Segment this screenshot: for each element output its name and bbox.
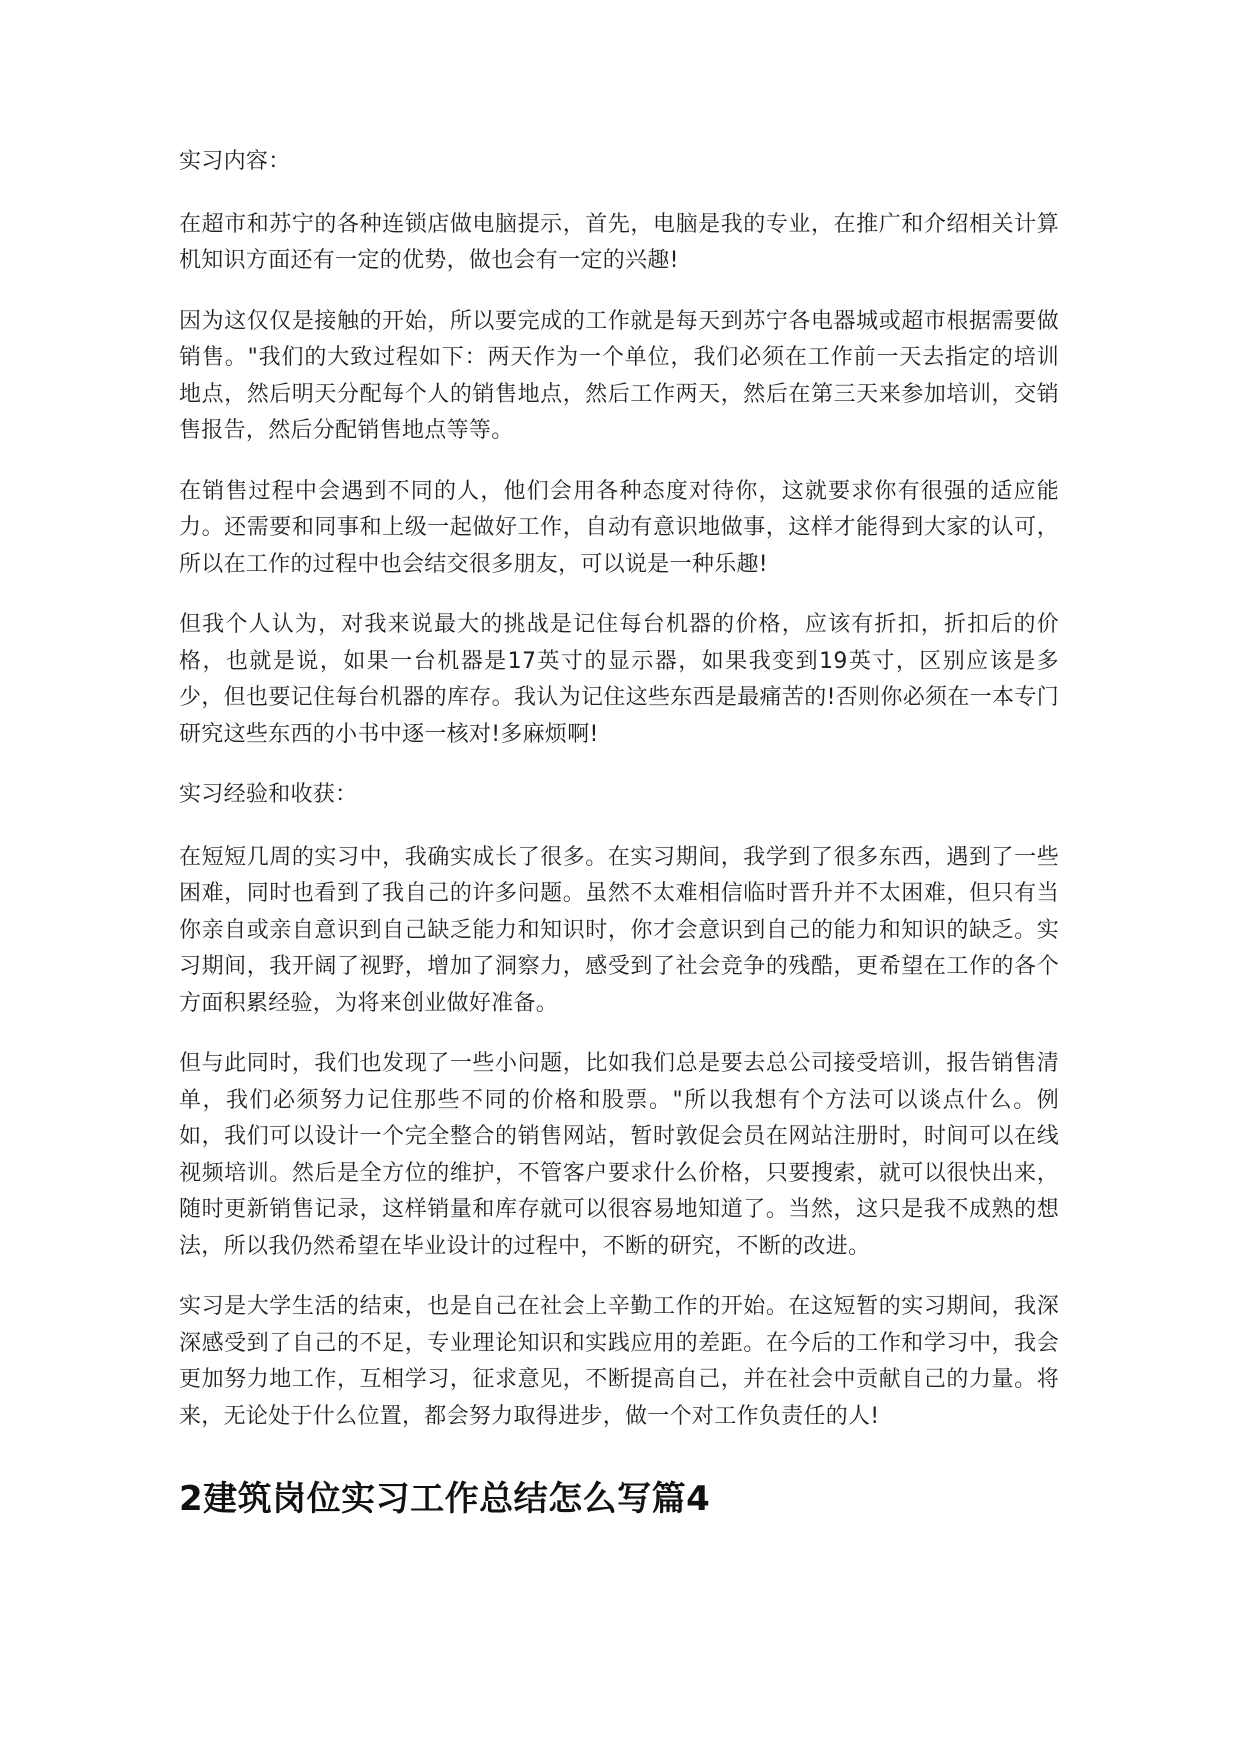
paragraph-2: 因为这仅仅是接触的开始，所以要完成的工作就是每天到苏宁各电器城或超市根据需要做销售。"我们的大致过程如下：两天作为一个单位，我们必须在工作前一天去指定的培训地点，然后明天分配每个人的销售地点，然后工作两天，然后在第三天来参加培训，交销售报告，然后分配销售地点等等。 [179, 308, 1059, 443]
paragraph-6: 但与此同时，我们也发现了一些小问题，比如我们总是要去总公司接受培训，报告销售清单，我们必须努力记住那些不同的价格和股票。"所以我想有个方法可以谈点什么。例如，我们可以设计一个完全整合的销售网站，暂时敦促会员在网站注册时，时间可以在线视频培训。然后是全方位的维护，不管客户要求什么价格，只要搜索，就可以很快出来，随时更新销售记录，这样销量和库存就可以很容易地知道了。当然，这只是我不成熟的想法，所以我仍然希望在毕业设计的过程中，不断的研究，不断的改进。 [179, 1051, 1059, 1259]
paragraph-3: 在销售过程中会遇到不同的人，他们会用各种态度对待你，这就要求你有很强的适应能力。还需要和同事和上级一起做好工作，自动有意识地做事，这样才能得到大家的认可，所以在工作的过程中也会结交很多朋友，可以说是一种乐趣! [179, 478, 1059, 577]
paragraph-7: 实习是大学生活的结束，也是自己在社会上辛勤工作的开始。在这短暂的实习期间，我深深感受到了自己的不足，专业理论知识和实践应用的差距。在今后的工作和学习中，我会更加努力地工作，互相学习，征求意见，不断提高自己，并在社会中贡献自己的力量。将来，无论处于什么位置，都会努力取得进步，做一个对工作负责任的人! [179, 1294, 1059, 1429]
paragraph-4: 但我个人认为，对我来说最大的挑战是记住每台机器的价格，应该有折扣，折扣后的价格，也就是说，如果一台机器是17英寸的显示器，如果我变到19英寸，区别应该是多少，但也要记住每台机器的库存。我认为记住这些东西是最痛苦的!否则你必须在一本专门研究这些东西的小书中逐一核对!多麻烦啊! [179, 612, 1059, 747]
paragraph-1: 在超市和苏宁的各种连锁店做电脑提示，首先，电脑是我的专业，在推广和介绍相关计算机知识方面还有一定的优势，做也会有一定的兴趣! [179, 211, 1059, 273]
section-label-experience: 实习经验和收获： [179, 782, 358, 807]
document-body [179, 144, 1059, 1523]
paragraph-5: 在短短几周的实习中，我确实成长了很多。在实习期间，我学到了很多东西，遇到了一些困难，同时也看到了我自己的许多问题。虽然不太难相信临时晋升并不太困难，但只有当你亲自或亲自意识到自己缺乏能力和知识时，你才会意识到自己的能力和知识的缺乏。实习期间，我开阔了视野，增加了洞察力，感受到了社会竞争的残酷，更希望在工作的各个方面积累经验，为将来创业做好准备。 [179, 844, 1059, 1016]
section-heading: 2建筑岗位实习工作总结怎么写篇4 [179, 1479, 711, 1519]
section-label-internship-content: 实习内容： [179, 149, 291, 174]
